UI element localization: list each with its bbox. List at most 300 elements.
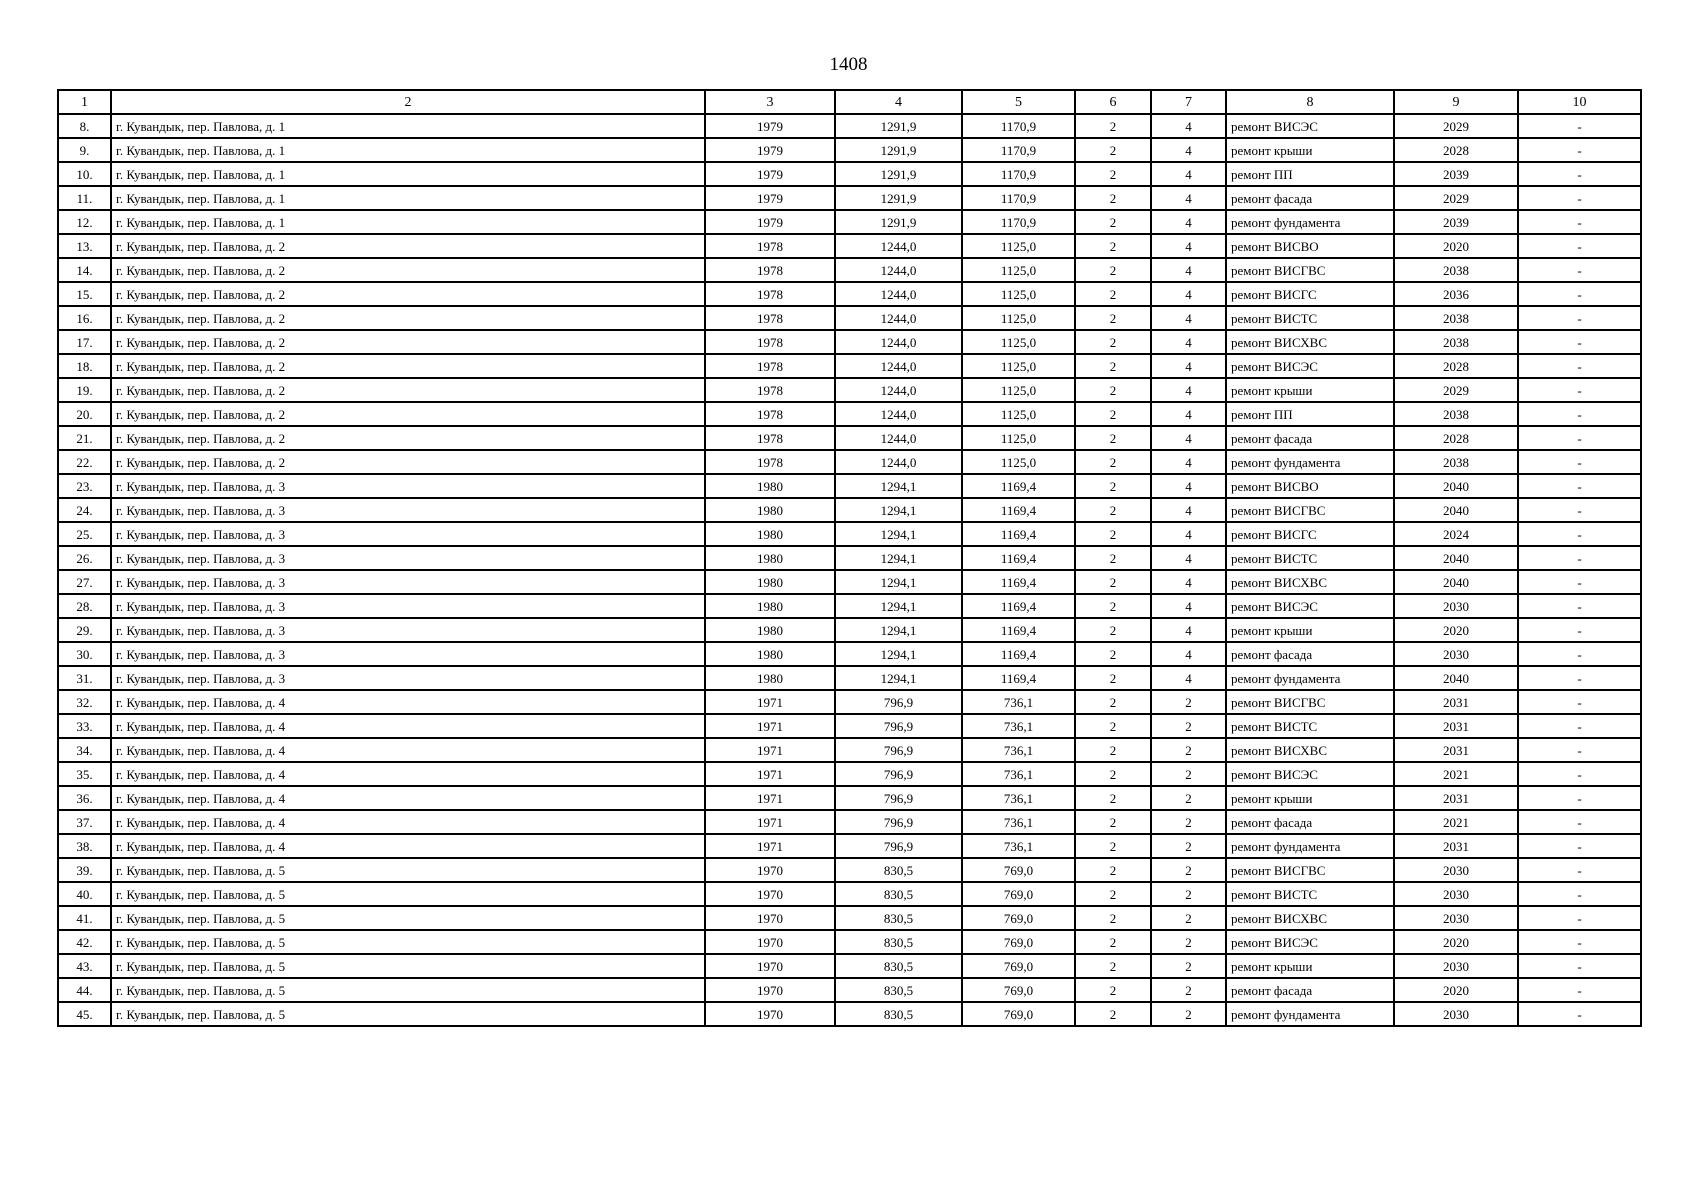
table-row (58, 978, 1641, 1002)
year-cell: 1980 (705, 546, 835, 570)
work-type-cell: ремонт фасада (1226, 810, 1394, 834)
year-cell: 1978 (705, 426, 835, 450)
table-row (58, 234, 1641, 258)
table-row (58, 690, 1641, 714)
living-area-cell: 1125,0 (962, 402, 1075, 426)
table-row (58, 906, 1641, 930)
row-number-cell: 15. (58, 282, 111, 306)
note-cell: - (1518, 714, 1641, 738)
year-cell: 1979 (705, 186, 835, 210)
note-cell: - (1518, 354, 1641, 378)
year-cell: 1980 (705, 642, 835, 666)
entrances-cell: 2 (1151, 906, 1226, 930)
year-cell: 1971 (705, 786, 835, 810)
floors-cell: 2 (1075, 378, 1151, 402)
planned-year-cell: 2030 (1394, 906, 1518, 930)
address-cell: г. Кувандык, пер. Павлова, д. 3 (111, 522, 705, 546)
work-type-cell: ремонт ВИСЭС (1226, 930, 1394, 954)
living-area-cell: 1125,0 (962, 330, 1075, 354)
table-row (58, 834, 1641, 858)
planned-year-cell: 2020 (1394, 930, 1518, 954)
floors-cell: 2 (1075, 234, 1151, 258)
floors-cell: 2 (1075, 258, 1151, 282)
row-number-cell: 42. (58, 930, 111, 954)
floors-cell: 2 (1075, 642, 1151, 666)
year-cell: 1970 (705, 858, 835, 882)
total-area-cell: 1291,9 (835, 210, 962, 234)
floors-cell: 2 (1075, 954, 1151, 978)
row-number-cell: 13. (58, 234, 111, 258)
row-number-cell: 24. (58, 498, 111, 522)
note-cell: - (1518, 786, 1641, 810)
total-area-cell: 1294,1 (835, 546, 962, 570)
entrances-cell: 4 (1151, 618, 1226, 642)
column-header: 9 (1394, 90, 1518, 114)
planned-year-cell: 2020 (1394, 234, 1518, 258)
row-number-cell: 22. (58, 450, 111, 474)
living-area-cell: 1169,4 (962, 546, 1075, 570)
address-cell: г. Кувандык, пер. Павлова, д. 3 (111, 474, 705, 498)
work-type-cell: ремонт крыши (1226, 954, 1394, 978)
address-cell: г. Кувандык, пер. Павлова, д. 1 (111, 138, 705, 162)
address-cell: г. Кувандык, пер. Павлова, д. 2 (111, 306, 705, 330)
planned-year-cell: 2028 (1394, 426, 1518, 450)
total-area-cell: 1244,0 (835, 354, 962, 378)
total-area-cell: 796,9 (835, 714, 962, 738)
entrances-cell: 4 (1151, 450, 1226, 474)
planned-year-cell: 2038 (1394, 330, 1518, 354)
entrances-cell: 4 (1151, 210, 1226, 234)
work-type-cell: ремонт ВИСТС (1226, 306, 1394, 330)
entrances-cell: 2 (1151, 786, 1226, 810)
year-cell: 1978 (705, 234, 835, 258)
row-number-cell: 26. (58, 546, 111, 570)
floors-cell: 2 (1075, 426, 1151, 450)
year-cell: 1978 (705, 378, 835, 402)
column-header: 8 (1226, 90, 1394, 114)
floors-cell: 2 (1075, 282, 1151, 306)
floors-cell: 2 (1075, 570, 1151, 594)
living-area-cell: 1169,4 (962, 522, 1075, 546)
living-area-cell: 769,0 (962, 930, 1075, 954)
total-area-cell: 830,5 (835, 1002, 962, 1026)
living-area-cell: 1169,4 (962, 594, 1075, 618)
year-cell: 1971 (705, 714, 835, 738)
row-number-cell: 18. (58, 354, 111, 378)
year-cell: 1971 (705, 738, 835, 762)
note-cell: - (1518, 738, 1641, 762)
living-area-cell: 1125,0 (962, 234, 1075, 258)
planned-year-cell: 2040 (1394, 666, 1518, 690)
address-cell: г. Кувандык, пер. Павлова, д. 2 (111, 258, 705, 282)
table-row (58, 282, 1641, 306)
total-area-cell: 1291,9 (835, 114, 962, 138)
total-area-cell: 1244,0 (835, 258, 962, 282)
row-number-cell: 33. (58, 714, 111, 738)
note-cell: - (1518, 258, 1641, 282)
work-type-cell: ремонт ВИСТС (1226, 546, 1394, 570)
floors-cell: 2 (1075, 162, 1151, 186)
planned-year-cell: 2030 (1394, 858, 1518, 882)
row-number-cell: 23. (58, 474, 111, 498)
total-area-cell: 1294,1 (835, 570, 962, 594)
living-area-cell: 1169,4 (962, 474, 1075, 498)
address-cell: г. Кувандык, пер. Павлова, д. 3 (111, 618, 705, 642)
floors-cell: 2 (1075, 978, 1151, 1002)
address-cell: г. Кувандык, пер. Павлова, д. 3 (111, 498, 705, 522)
floors-cell: 2 (1075, 1002, 1151, 1026)
address-cell: г. Кувандык, пер. Павлова, д. 4 (111, 690, 705, 714)
entrances-cell: 4 (1151, 474, 1226, 498)
year-cell: 1971 (705, 762, 835, 786)
note-cell: - (1518, 378, 1641, 402)
entrances-cell: 2 (1151, 882, 1226, 906)
row-number-cell: 31. (58, 666, 111, 690)
note-cell: - (1518, 138, 1641, 162)
row-number-cell: 32. (58, 690, 111, 714)
table-row (58, 258, 1641, 282)
entrances-cell: 2 (1151, 930, 1226, 954)
living-area-cell: 1170,9 (962, 138, 1075, 162)
row-number-cell: 27. (58, 570, 111, 594)
living-area-cell: 769,0 (962, 978, 1075, 1002)
living-area-cell: 769,0 (962, 906, 1075, 930)
living-area-cell: 769,0 (962, 1002, 1075, 1026)
note-cell: - (1518, 978, 1641, 1002)
year-cell: 1970 (705, 1002, 835, 1026)
entrances-cell: 4 (1151, 282, 1226, 306)
floors-cell: 2 (1075, 186, 1151, 210)
floors-cell: 2 (1075, 402, 1151, 426)
address-cell: г. Кувандык, пер. Павлова, д. 5 (111, 1002, 705, 1026)
column-header: 3 (705, 90, 835, 114)
row-number-cell: 16. (58, 306, 111, 330)
total-area-cell: 1291,9 (835, 162, 962, 186)
entrances-cell: 2 (1151, 954, 1226, 978)
entrances-cell: 2 (1151, 690, 1226, 714)
planned-year-cell: 2030 (1394, 954, 1518, 978)
note-cell: - (1518, 402, 1641, 426)
work-type-cell: ремонт ПП (1226, 402, 1394, 426)
address-cell: г. Кувандык, пер. Павлова, д. 5 (111, 882, 705, 906)
year-cell: 1971 (705, 834, 835, 858)
living-area-cell: 1170,9 (962, 210, 1075, 234)
work-type-cell: ремонт ВИСТС (1226, 714, 1394, 738)
planned-year-cell: 2036 (1394, 282, 1518, 306)
note-cell: - (1518, 474, 1641, 498)
entrances-cell: 4 (1151, 402, 1226, 426)
entrances-cell: 4 (1151, 114, 1226, 138)
work-type-cell: ремонт фасада (1226, 978, 1394, 1002)
floors-cell: 2 (1075, 714, 1151, 738)
work-type-cell: ремонт фундамента (1226, 666, 1394, 690)
table-row (58, 858, 1641, 882)
entrances-cell: 4 (1151, 258, 1226, 282)
row-number-cell: 41. (58, 906, 111, 930)
living-area-cell: 736,1 (962, 762, 1075, 786)
total-area-cell: 1294,1 (835, 618, 962, 642)
entrances-cell: 2 (1151, 858, 1226, 882)
floors-cell: 2 (1075, 810, 1151, 834)
floors-cell: 2 (1075, 354, 1151, 378)
entrances-cell: 2 (1151, 762, 1226, 786)
table-row (58, 1002, 1641, 1026)
entrances-cell: 2 (1151, 978, 1226, 1002)
address-cell: г. Кувандык, пер. Павлова, д. 1 (111, 210, 705, 234)
note-cell: - (1518, 642, 1641, 666)
planned-year-cell: 2040 (1394, 474, 1518, 498)
total-area-cell: 830,5 (835, 858, 962, 882)
work-type-cell: ремонт крыши (1226, 378, 1394, 402)
floors-cell: 2 (1075, 474, 1151, 498)
planned-year-cell: 2038 (1394, 450, 1518, 474)
note-cell: - (1518, 546, 1641, 570)
total-area-cell: 796,9 (835, 690, 962, 714)
address-cell: г. Кувандык, пер. Павлова, д. 4 (111, 762, 705, 786)
work-type-cell: ремонт ВИСХВС (1226, 570, 1394, 594)
work-type-cell: ремонт ВИСГВС (1226, 690, 1394, 714)
table-row (58, 738, 1641, 762)
column-header: 4 (835, 90, 962, 114)
year-cell: 1979 (705, 138, 835, 162)
note-cell: - (1518, 522, 1641, 546)
note-cell: - (1518, 282, 1641, 306)
note-cell: - (1518, 570, 1641, 594)
table-row (58, 162, 1641, 186)
row-number-cell: 17. (58, 330, 111, 354)
living-area-cell: 1169,4 (962, 498, 1075, 522)
living-area-cell: 1125,0 (962, 258, 1075, 282)
table-row (58, 522, 1641, 546)
living-area-cell: 1125,0 (962, 354, 1075, 378)
living-area-cell: 1170,9 (962, 114, 1075, 138)
entrances-cell: 4 (1151, 522, 1226, 546)
note-cell: - (1518, 210, 1641, 234)
entrances-cell: 4 (1151, 186, 1226, 210)
column-header: 10 (1518, 90, 1641, 114)
living-area-cell: 1169,4 (962, 570, 1075, 594)
note-cell: - (1518, 306, 1641, 330)
floors-cell: 2 (1075, 306, 1151, 330)
living-area-cell: 769,0 (962, 954, 1075, 978)
work-type-cell: ремонт фасада (1226, 426, 1394, 450)
address-cell: г. Кувандык, пер. Павлова, д. 4 (111, 834, 705, 858)
planned-year-cell: 2039 (1394, 162, 1518, 186)
table-row (58, 666, 1641, 690)
floors-cell: 2 (1075, 546, 1151, 570)
living-area-cell: 736,1 (962, 810, 1075, 834)
total-area-cell: 796,9 (835, 762, 962, 786)
row-number-cell: 8. (58, 114, 111, 138)
floors-cell: 2 (1075, 882, 1151, 906)
planned-year-cell: 2020 (1394, 618, 1518, 642)
note-cell: - (1518, 906, 1641, 930)
total-area-cell: 1244,0 (835, 426, 962, 450)
year-cell: 1979 (705, 210, 835, 234)
table-row (58, 762, 1641, 786)
year-cell: 1970 (705, 954, 835, 978)
planned-year-cell: 2029 (1394, 378, 1518, 402)
note-cell: - (1518, 426, 1641, 450)
floors-cell: 2 (1075, 618, 1151, 642)
work-type-cell: ремонт ВИСГВС (1226, 498, 1394, 522)
floors-cell: 2 (1075, 210, 1151, 234)
living-area-cell: 1169,4 (962, 642, 1075, 666)
entrances-cell: 4 (1151, 162, 1226, 186)
row-number-cell: 34. (58, 738, 111, 762)
year-cell: 1980 (705, 666, 835, 690)
work-type-cell: ремонт крыши (1226, 786, 1394, 810)
table-row (58, 402, 1641, 426)
row-number-cell: 29. (58, 618, 111, 642)
living-area-cell: 736,1 (962, 786, 1075, 810)
work-type-cell: ремонт фасада (1226, 186, 1394, 210)
year-cell: 1971 (705, 690, 835, 714)
living-area-cell: 736,1 (962, 834, 1075, 858)
total-area-cell: 1294,1 (835, 522, 962, 546)
work-type-cell: ремонт ПП (1226, 162, 1394, 186)
year-cell: 1978 (705, 354, 835, 378)
address-cell: г. Кувандык, пер. Павлова, д. 1 (111, 162, 705, 186)
living-area-cell: 1125,0 (962, 450, 1075, 474)
table-row (58, 114, 1641, 138)
total-area-cell: 1294,1 (835, 642, 962, 666)
note-cell: - (1518, 330, 1641, 354)
total-area-cell: 1294,1 (835, 474, 962, 498)
note-cell: - (1518, 834, 1641, 858)
floors-cell: 2 (1075, 906, 1151, 930)
address-cell: г. Кувандык, пер. Павлова, д. 3 (111, 570, 705, 594)
address-cell: г. Кувандык, пер. Павлова, д. 5 (111, 906, 705, 930)
year-cell: 1980 (705, 618, 835, 642)
year-cell: 1978 (705, 450, 835, 474)
living-area-cell: 736,1 (962, 738, 1075, 762)
total-area-cell: 796,9 (835, 786, 962, 810)
floors-cell: 2 (1075, 786, 1151, 810)
planned-year-cell: 2031 (1394, 786, 1518, 810)
total-area-cell: 796,9 (835, 738, 962, 762)
work-type-cell: ремонт ВИСХВС (1226, 738, 1394, 762)
work-type-cell: ремонт ВИСГС (1226, 522, 1394, 546)
total-area-cell: 1244,0 (835, 306, 962, 330)
work-type-cell: ремонт ВИСГС (1226, 282, 1394, 306)
year-cell: 1970 (705, 978, 835, 1002)
living-area-cell: 736,1 (962, 690, 1075, 714)
living-area-cell: 1169,4 (962, 618, 1075, 642)
work-type-cell: ремонт ВИСЭС (1226, 762, 1394, 786)
table-row (58, 954, 1641, 978)
total-area-cell: 830,5 (835, 978, 962, 1002)
note-cell: - (1518, 810, 1641, 834)
row-number-cell: 19. (58, 378, 111, 402)
total-area-cell: 1244,0 (835, 450, 962, 474)
planned-year-cell: 2030 (1394, 882, 1518, 906)
note-cell: - (1518, 594, 1641, 618)
address-cell: г. Кувандык, пер. Павлова, д. 2 (111, 330, 705, 354)
address-cell: г. Кувандык, пер. Павлова, д. 4 (111, 738, 705, 762)
row-number-cell: 21. (58, 426, 111, 450)
planned-year-cell: 2028 (1394, 138, 1518, 162)
address-cell: г. Кувандык, пер. Павлова, д. 3 (111, 642, 705, 666)
year-cell: 1978 (705, 330, 835, 354)
planned-year-cell: 2039 (1394, 210, 1518, 234)
work-type-cell: ремонт ВИСГВС (1226, 258, 1394, 282)
living-area-cell: 1170,9 (962, 186, 1075, 210)
address-cell: г. Кувандык, пер. Павлова, д. 5 (111, 954, 705, 978)
work-type-cell: ремонт ВИСЭС (1226, 594, 1394, 618)
row-number-cell: 10. (58, 162, 111, 186)
row-number-cell: 36. (58, 786, 111, 810)
year-cell: 1980 (705, 498, 835, 522)
floors-cell: 2 (1075, 522, 1151, 546)
planned-year-cell: 2038 (1394, 402, 1518, 426)
table-row (58, 210, 1641, 234)
entrances-cell: 4 (1151, 306, 1226, 330)
total-area-cell: 1294,1 (835, 498, 962, 522)
address-cell: г. Кувандык, пер. Павлова, д. 1 (111, 186, 705, 210)
note-cell: - (1518, 498, 1641, 522)
entrances-cell: 2 (1151, 738, 1226, 762)
address-cell: г. Кувандык, пер. Павлова, д. 2 (111, 450, 705, 474)
living-area-cell: 1125,0 (962, 378, 1075, 402)
note-cell: - (1518, 618, 1641, 642)
planned-year-cell: 2030 (1394, 642, 1518, 666)
table-row (58, 306, 1641, 330)
year-cell: 1978 (705, 258, 835, 282)
table-row (58, 570, 1641, 594)
year-cell: 1971 (705, 810, 835, 834)
planned-year-cell: 2024 (1394, 522, 1518, 546)
total-area-cell: 830,5 (835, 954, 962, 978)
address-cell: г. Кувандык, пер. Павлова, д. 4 (111, 810, 705, 834)
work-type-cell: ремонт фундамента (1226, 834, 1394, 858)
floors-cell: 2 (1075, 690, 1151, 714)
row-number-cell: 25. (58, 522, 111, 546)
note-cell: - (1518, 954, 1641, 978)
planned-year-cell: 2040 (1394, 498, 1518, 522)
note-cell: - (1518, 162, 1641, 186)
row-number-cell: 30. (58, 642, 111, 666)
total-area-cell: 1244,0 (835, 234, 962, 258)
table-row (58, 618, 1641, 642)
row-number-cell: 39. (58, 858, 111, 882)
year-cell: 1980 (705, 570, 835, 594)
column-header: 1 (58, 90, 111, 114)
year-cell: 1970 (705, 882, 835, 906)
column-header: 7 (1151, 90, 1226, 114)
note-cell: - (1518, 858, 1641, 882)
floors-cell: 2 (1075, 666, 1151, 690)
total-area-cell: 796,9 (835, 810, 962, 834)
note-cell: - (1518, 882, 1641, 906)
living-area-cell: 1125,0 (962, 306, 1075, 330)
entrances-cell: 4 (1151, 570, 1226, 594)
work-type-cell: ремонт ВИСХВС (1226, 906, 1394, 930)
total-area-cell: 1294,1 (835, 666, 962, 690)
address-cell: г. Кувандык, пер. Павлова, д. 2 (111, 378, 705, 402)
table-row (58, 714, 1641, 738)
floors-cell: 2 (1075, 138, 1151, 162)
table-row (58, 498, 1641, 522)
work-type-cell: ремонт фундамента (1226, 1002, 1394, 1026)
row-number-cell: 28. (58, 594, 111, 618)
living-area-cell: 769,0 (962, 858, 1075, 882)
row-number-cell: 43. (58, 954, 111, 978)
table-row (58, 546, 1641, 570)
row-number-cell: 44. (58, 978, 111, 1002)
year-cell: 1970 (705, 906, 835, 930)
year-cell: 1980 (705, 474, 835, 498)
